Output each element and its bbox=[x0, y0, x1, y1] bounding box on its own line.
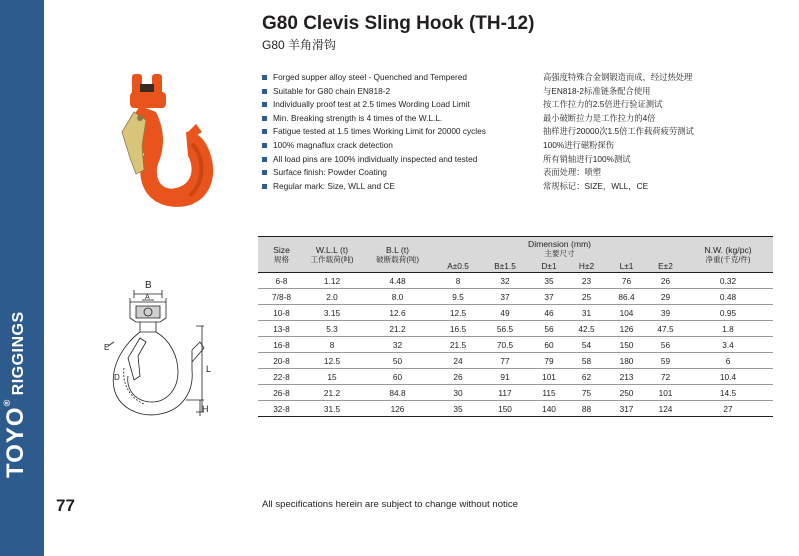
feature-item-cn: 100%进行磁粉探伤 bbox=[543, 139, 615, 150]
cell-d: 101 bbox=[530, 369, 568, 385]
cell-size: 6-8 bbox=[258, 273, 305, 289]
cell-l: 213 bbox=[605, 369, 648, 385]
cell-l: 104 bbox=[605, 305, 648, 321]
features-list-en bbox=[262, 71, 532, 193]
cell-nw: 3.4 bbox=[683, 337, 773, 353]
feature-item: Surface finish: Powder Coating bbox=[262, 166, 532, 180]
cell-h: 75 bbox=[568, 385, 605, 401]
bullet-icon bbox=[262, 170, 267, 175]
registered-mark: ® bbox=[2, 399, 12, 407]
table-row bbox=[258, 321, 773, 337]
cell-wll: 2.0 bbox=[305, 289, 359, 305]
feature-item-cn: 按工作拉力的2.5倍进行验证测试 bbox=[543, 99, 663, 110]
cell-a: 30 bbox=[436, 385, 480, 401]
cell-bl: 8.0 bbox=[359, 289, 436, 305]
cell-wll: 3.15 bbox=[305, 305, 359, 321]
col-header-dimension: Dimension (mm) 主要尺寸 bbox=[436, 237, 683, 260]
cell-wll: 5.3 bbox=[305, 321, 359, 337]
col-header-bl: B.L (t) 破断载荷(吨) bbox=[359, 237, 436, 273]
cell-h: 25 bbox=[568, 289, 605, 305]
bullet-icon bbox=[262, 129, 267, 134]
feature-item: Regular mark: Size, WLL and CE bbox=[262, 180, 532, 194]
cell-bl: 50 bbox=[359, 353, 436, 369]
spec-table bbox=[258, 236, 773, 417]
hook-technical-drawing bbox=[100, 272, 220, 427]
cell-nw: 6 bbox=[683, 353, 773, 369]
hook-product-photo bbox=[96, 72, 226, 217]
cell-size: 13-8 bbox=[258, 321, 305, 337]
cell-bl: 126 bbox=[359, 401, 436, 417]
cell-size: 7/8-8 bbox=[258, 289, 305, 305]
cell-d: 37 bbox=[530, 289, 568, 305]
col-header-b: B±1.5 bbox=[480, 259, 530, 273]
cell-e: 26 bbox=[648, 273, 683, 289]
feature-item-cn: 高强度特殊合金钢锻造而成，经过热处理 bbox=[543, 72, 693, 82]
brand-name: TOYO bbox=[2, 406, 29, 478]
feature-item-cn: 与EN818-2标准链条配合使用 bbox=[543, 85, 651, 96]
cell-l: 250 bbox=[605, 385, 648, 401]
dim-label-e: E bbox=[104, 343, 110, 352]
cell-d: 79 bbox=[530, 353, 568, 369]
col-header-e: E±2 bbox=[648, 259, 683, 273]
brand-tagline: RIGGINGS bbox=[10, 311, 27, 396]
cell-a: 21.5 bbox=[436, 337, 480, 353]
cell-wll: 8 bbox=[305, 337, 359, 353]
cell-h: 88 bbox=[568, 401, 605, 417]
cell-wll: 21.2 bbox=[305, 385, 359, 401]
cell-b: 37 bbox=[480, 289, 530, 305]
cell-e: 47.5 bbox=[648, 321, 683, 337]
cell-e: 101 bbox=[648, 385, 683, 401]
cell-b: 32 bbox=[480, 273, 530, 289]
cell-nw: 0.32 bbox=[683, 273, 773, 289]
feature-item-cn: 最小破断拉力是工作拉力的4倍 bbox=[543, 112, 656, 123]
bullet-icon bbox=[262, 102, 267, 107]
feature-item: Fatigue tested at 1.5 times Working Limit for 20000 cycles bbox=[262, 125, 532, 139]
table-row bbox=[258, 369, 773, 385]
feature-item: Individually proof test at 2.5 times Wording Load Limit bbox=[262, 98, 532, 112]
cell-e: 72 bbox=[648, 369, 683, 385]
bullet-icon bbox=[262, 116, 267, 121]
cell-e: 29 bbox=[648, 289, 683, 305]
cell-h: 62 bbox=[568, 369, 605, 385]
cell-h: 23 bbox=[568, 273, 605, 289]
table-row bbox=[258, 401, 773, 417]
col-header-h: H±2 bbox=[568, 259, 605, 273]
cell-nw: 10.4 bbox=[683, 369, 773, 385]
table-row bbox=[258, 289, 773, 305]
cell-b: 49 bbox=[480, 305, 530, 321]
cell-b: 70.5 bbox=[480, 337, 530, 353]
col-header-a: A±0.5 bbox=[436, 259, 480, 273]
cell-size: 10-8 bbox=[258, 305, 305, 321]
cell-b: 56.5 bbox=[480, 321, 530, 337]
cell-bl: 32 bbox=[359, 337, 436, 353]
cell-bl: 12.6 bbox=[359, 305, 436, 321]
bullet-icon bbox=[262, 143, 267, 148]
page-number: 77 bbox=[56, 496, 75, 515]
bullet-icon bbox=[262, 184, 267, 189]
dim-label-l: L bbox=[206, 364, 212, 374]
cell-a: 8 bbox=[436, 273, 480, 289]
cell-size: 20-8 bbox=[258, 353, 305, 369]
cell-b: 117 bbox=[480, 385, 530, 401]
feature-item-cn: 所有销轴进行100%测试 bbox=[543, 153, 631, 164]
cell-bl: 21.2 bbox=[359, 321, 436, 337]
bullet-icon bbox=[262, 75, 267, 80]
cell-nw: 0.95 bbox=[683, 305, 773, 321]
cell-wll: 31.5 bbox=[305, 401, 359, 417]
table-row bbox=[258, 305, 773, 321]
dim-label-d: D bbox=[114, 373, 120, 382]
cell-l: 126 bbox=[605, 321, 648, 337]
feature-item-cn: 常规标记：SIZE，WLL，CE bbox=[543, 180, 649, 191]
table-header-row bbox=[258, 237, 773, 260]
cell-b: 150 bbox=[480, 401, 530, 417]
page-title: G80 Clevis Sling Hook (TH-12) bbox=[262, 13, 535, 34]
cell-a: 16.5 bbox=[436, 321, 480, 337]
bullet-icon bbox=[262, 89, 267, 94]
cell-size: 16-8 bbox=[258, 337, 305, 353]
bullet-icon bbox=[262, 157, 267, 162]
table-row bbox=[258, 385, 773, 401]
cell-l: 76 bbox=[605, 273, 648, 289]
cell-b: 77 bbox=[480, 353, 530, 369]
cell-a: 9.5 bbox=[436, 289, 480, 305]
cell-d: 60 bbox=[530, 337, 568, 353]
cell-size: 32-8 bbox=[258, 401, 305, 417]
cell-e: 56 bbox=[648, 337, 683, 353]
col-header-d: D±1 bbox=[530, 259, 568, 273]
cell-wll: 12.5 bbox=[305, 353, 359, 369]
cell-d: 46 bbox=[530, 305, 568, 321]
brand-sidebar bbox=[0, 0, 44, 556]
cell-h: 42.5 bbox=[568, 321, 605, 337]
feature-item-cn: 表面处理：喷塑 bbox=[543, 167, 602, 178]
cell-bl: 60 bbox=[359, 369, 436, 385]
feature-item: Min. Breaking strength is 4 times of the W.L.L. bbox=[262, 112, 532, 126]
cell-d: 56 bbox=[530, 321, 568, 337]
features-list-cn bbox=[543, 71, 694, 193]
cell-d: 115 bbox=[530, 385, 568, 401]
table-row bbox=[258, 337, 773, 353]
dim-label-b: B bbox=[145, 280, 152, 291]
cell-h: 58 bbox=[568, 353, 605, 369]
cell-h: 54 bbox=[568, 337, 605, 353]
col-header-nw: N.W. (kg/pc) 净重(千克/件) bbox=[683, 237, 773, 273]
table-row bbox=[258, 273, 773, 289]
cell-d: 140 bbox=[530, 401, 568, 417]
cell-a: 12.5 bbox=[436, 305, 480, 321]
cell-size: 26-8 bbox=[258, 385, 305, 401]
page-subtitle: G80 羊角滑钩 bbox=[262, 38, 337, 52]
cell-a: 26 bbox=[436, 369, 480, 385]
cell-size: 22-8 bbox=[258, 369, 305, 385]
col-header-l: L±1 bbox=[605, 259, 648, 273]
col-header-wll: W.L.L (t) 工作载荷(吨) bbox=[305, 237, 359, 273]
cell-nw: 0.48 bbox=[683, 289, 773, 305]
cell-nw: 27 bbox=[683, 401, 773, 417]
footnote: All specifications herein are subject to change without notice bbox=[262, 499, 518, 510]
cell-bl: 4.48 bbox=[359, 273, 436, 289]
dim-label-a: A bbox=[145, 294, 150, 301]
cell-h: 31 bbox=[568, 305, 605, 321]
feature-item-cn: 抽样进行20000次1.5倍工作载荷疲劳测试 bbox=[543, 126, 694, 137]
cell-a: 35 bbox=[436, 401, 480, 417]
cell-e: 124 bbox=[648, 401, 683, 417]
feature-item: All load pins are 100% individually inspected and tested bbox=[262, 153, 532, 167]
cell-nw: 1.8 bbox=[683, 321, 773, 337]
cell-wll: 15 bbox=[305, 369, 359, 385]
cell-b: 91 bbox=[480, 369, 530, 385]
cell-l: 150 bbox=[605, 337, 648, 353]
cell-l: 86.4 bbox=[605, 289, 648, 305]
cell-a: 24 bbox=[436, 353, 480, 369]
cell-l: 317 bbox=[605, 401, 648, 417]
cell-d: 35 bbox=[530, 273, 568, 289]
col-header-size: Size 规格 bbox=[258, 237, 305, 273]
cell-bl: 84.8 bbox=[359, 385, 436, 401]
cell-e: 59 bbox=[648, 353, 683, 369]
cell-nw: 14.5 bbox=[683, 385, 773, 401]
feature-item: 100% magnaflux crack detection bbox=[262, 139, 532, 153]
feature-item: Forged supper alloy steel - Quenched and Tempered bbox=[262, 71, 532, 85]
dim-label-h: H bbox=[202, 404, 209, 414]
cell-wll: 1.12 bbox=[305, 273, 359, 289]
cell-e: 39 bbox=[648, 305, 683, 321]
cell-l: 180 bbox=[605, 353, 648, 369]
table-row bbox=[258, 353, 773, 369]
feature-item: Suitable for G80 chain EN818-2 bbox=[262, 85, 532, 99]
